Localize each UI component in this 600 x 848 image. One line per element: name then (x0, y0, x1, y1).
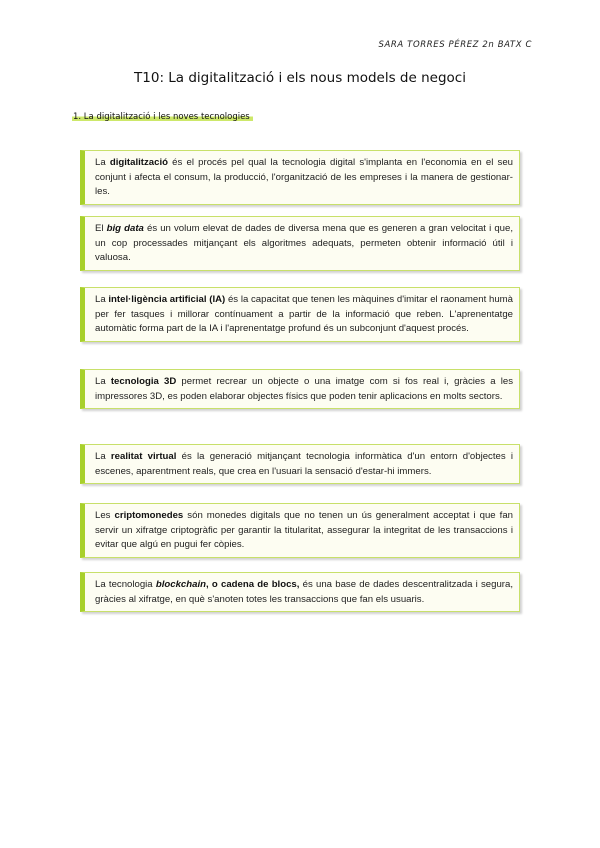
definition-intro: El (95, 223, 107, 234)
definition-box-3d (80, 369, 520, 409)
author-header: SARA TORRES PÉREZ 2n BATX C (378, 40, 532, 50)
definition-term: digitalització (109, 157, 168, 168)
definition-text: és el procés pel qual la tecnologia digital s'implanta en l'economia en el seu conjunt i afecta el consum, la producció, l'organització de les empreses i la manera de gestionar-les. (95, 157, 514, 198)
definition-box-blockchain (80, 572, 520, 612)
definition-box-big-data (80, 216, 520, 271)
definition-term: blockchain (155, 579, 206, 590)
definition-term: tecnologia 3D (110, 376, 177, 387)
page-title: T10: La digitalització i els nous models de negoci (134, 70, 466, 86)
definition-text: és la generació mitjançant tecnologia informàtica d'un entorn d'objectes i escenes, aparentment reals, que crea en l'usuari la sensació d'estar-hi immers. (95, 451, 513, 477)
definition-intro: Les (95, 510, 115, 521)
definition-term: realitat virtual (110, 451, 177, 462)
definition-term: big data (106, 223, 144, 234)
definition-box-digitalitzacio (80, 150, 520, 205)
definition-box-realitat-virtual (80, 444, 520, 484)
definition-intro: La (95, 157, 110, 168)
definition-text: permet recrear un objecte o una imatge com si fos real i, gràcies a les impressores 3D, es poden elaborar objectes físics que poden tenir aplicacions en molts sectors. (95, 376, 513, 402)
section-heading: 1. La digitalització i les noves tecnologies (72, 112, 253, 122)
definition-text: és una base de dades descentralitzada i segura, gràcies al xifratge, en què s'anoten totes les transaccions que fan els usuaris. (95, 579, 513, 605)
definition-term-extra: , o cadena de blocs, (206, 579, 300, 590)
definition-intro: La (95, 451, 111, 462)
definition-intro: La (95, 376, 111, 387)
definition-text: són monedes digitals que no tenen un ús generalment acceptat i que fan servir un xifratge criptogràfic per garantir la titularitat, assegurar la integritat de les transaccions i evitar que algú en pugui fer còpies. (95, 510, 513, 551)
definition-term: intel·ligència artificial (IA) (108, 294, 226, 305)
definition-intro: La (95, 294, 109, 305)
definition-box-criptomonedes (80, 503, 520, 558)
definition-text: és la capacitat que tenen les màquines d'imitar el raonament humà per fer tasques i millorar contínuament a partir de la informació que reben. L'aprenentatge automàtic forma part de la IA i l'aprenentatge profund és un subconjunt d'aquest procés. (95, 294, 513, 335)
definition-term: criptomonedes (114, 510, 184, 521)
definition-intro: La tecnologia (95, 579, 156, 590)
definition-box-ia (80, 287, 520, 342)
definition-text: és un volum elevat de dades de diversa mena que es generen a gran velocitat i que, un cop processades mitjançant els algoritmes adequats, permeten obtenir informació útil i valuosa. (95, 223, 513, 264)
